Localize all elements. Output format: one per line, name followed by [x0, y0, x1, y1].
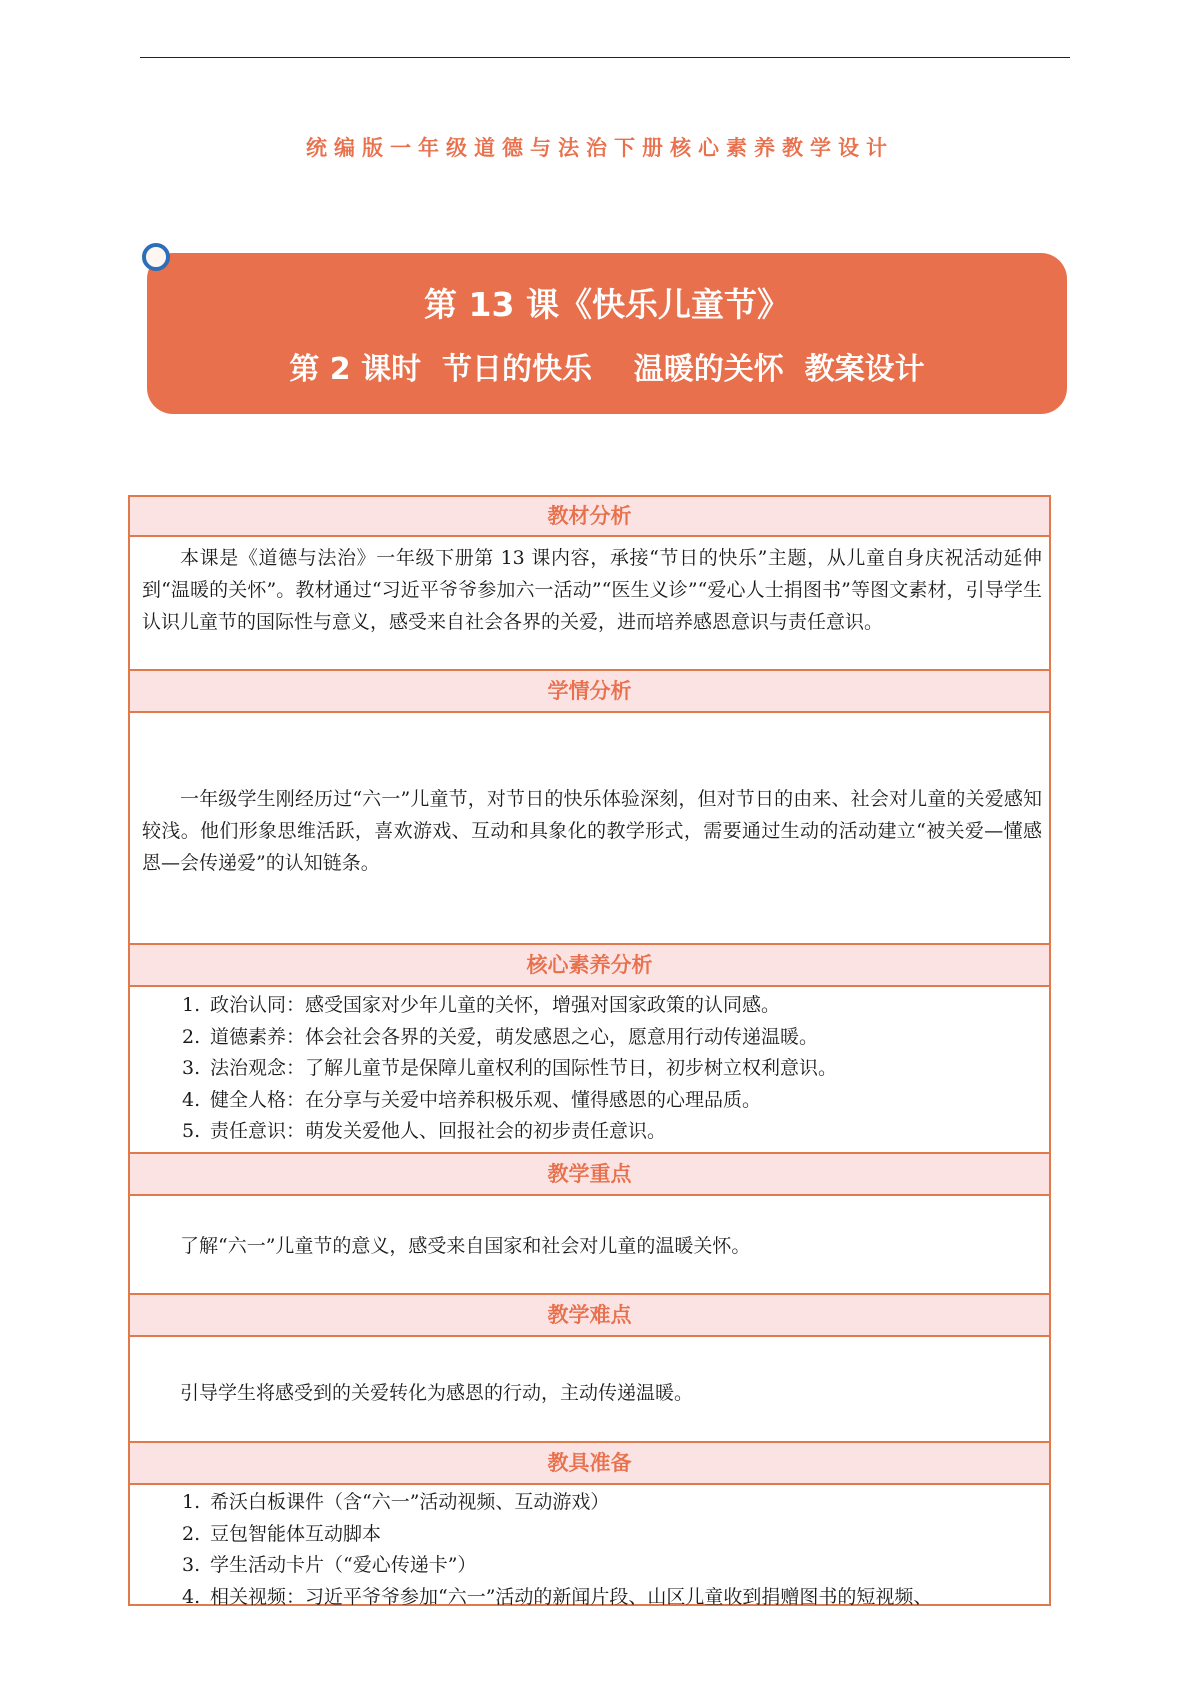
tools-heading: 教具准备: [130, 1441, 1049, 1485]
difficulty-heading: 教学难点: [130, 1293, 1049, 1337]
tools-list: [182, 1487, 1042, 1613]
series-title: 统编版一年级道德与法治下册核心素养教学设计: [306, 136, 894, 160]
literacy-heading: 核心素养分析: [130, 943, 1049, 987]
literacy-item: 4. 健全人格：在分享与关爱中培养积极乐观、懂得感恩的心理品质。: [182, 1088, 762, 1111]
tools-item: 1. 希沃白板课件（含“六一”活动视频、互动游戏）: [182, 1491, 610, 1513]
students-text: 一年级学生刚经历过“六一”儿童节，对节日的快乐体验深刻，但对节日的由来、社会对儿童的关爱感知较浅。他们形象思维活跃，喜欢游戏、互动和具象化的教学形式，需要通过生动的活动建立“被关爱—懂感恩—会传递爱”的认知链条。: [142, 788, 1042, 874]
materials-heading: 教材分析: [130, 497, 1049, 537]
lesson-title: 第 13 课《快乐儿童节》: [424, 285, 790, 324]
lesson-plan-table: [128, 495, 1051, 1606]
literacy-item: 1. 政治认同：感受国家对少年儿童的关怀，增强对国家政策的认同感。: [182, 994, 781, 1016]
tools-item: 3. 学生活动卡片（“爱心传递卡”）: [182, 1554, 477, 1576]
materials-text: 本课是《道德与法治》一年级下册第 13 课内容，承接“节日的快乐”主题，从儿童自身庆祝活动延伸到“温暖的关怀”。教材通过“习近平爷爷参加六一活动”“医生义诊”“爱心人士捐图书”等图文素材，引导学生认识儿童节的国际性与意义，感受来自社会各界的关爱，进而培养感恩意识与责任意识。: [142, 547, 1042, 633]
banner-circle-icon: [142, 243, 170, 271]
lesson-banner: [147, 253, 1067, 414]
literacy-item: 3. 法治观念：了解儿童节是保障儿童权利的国际性节日，初步树立权利意识。: [182, 1057, 838, 1079]
literacy-list: [182, 990, 1042, 1148]
difficulty-text: 引导学生将感受到的关爱转化为感恩的行动，主动传递温暖。: [180, 1382, 694, 1404]
literacy-item: 2. 道德素养：体会社会各界的关爱，萌发感恩之心，愿意用行动传递温暖。: [182, 1025, 819, 1048]
lesson-subtitle: 第 2 课时 节日的快乐 温暖的关怀 教案设计: [289, 352, 925, 387]
tools-item: 4. 相关视频：习近平爷爷参加“六一”活动的新闻片段、山区儿童收到捐赠图书的短视频、: [182, 1585, 933, 1608]
header-rule: [140, 57, 1070, 58]
literacy-item: 5. 责任意识：萌发关爱他人、回报社会的初步责任意识。: [182, 1120, 667, 1142]
key-point-text: 了解“六一”儿童节的意义，感受来自国家和社会对儿童的温暖关怀。: [180, 1235, 751, 1257]
tools-item: 2. 豆包智能体互动脚本: [182, 1522, 382, 1545]
key-point-heading: 教学重点: [130, 1152, 1049, 1196]
students-heading: 学情分析: [130, 669, 1049, 713]
